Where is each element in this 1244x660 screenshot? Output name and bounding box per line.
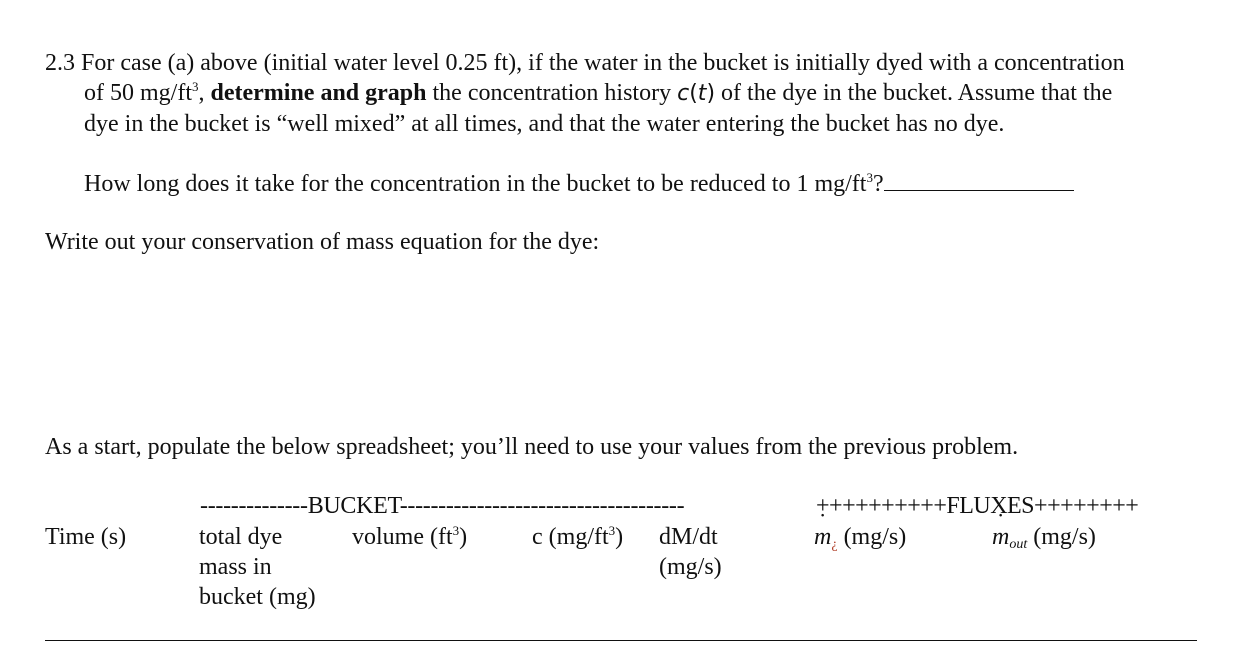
question-text: How long does it take for the concentration in the bucket to be reduced to 1 mg/ft <box>84 171 867 197</box>
problem-text-2d: of the dye in the bucket. Assume that the <box>715 80 1113 106</box>
instruction-line <box>45 227 599 257</box>
problem-text-3: dye in the bucket is “well mixed” at all times, and that the water entering the bucket has no dye. <box>84 111 1005 137</box>
column-mass-flow-in <box>814 522 906 560</box>
mass-flow-in-unit: (mg/s) <box>837 524 907 550</box>
problem-number: 2.3 <box>45 50 75 76</box>
column-mass-flow-out <box>992 522 1096 560</box>
superscript-3: 3 <box>192 79 199 94</box>
spreadsheet-intro-text: As a start, populate the below spreadsheet; you’ll need to use your values from the previous problem. <box>45 434 1019 460</box>
mass-flow-in-subscript: ¿ <box>831 537 838 552</box>
problem-text-2b: , <box>198 80 211 106</box>
column-concentration-end: ) <box>615 524 624 550</box>
problem-line-2 <box>84 78 1112 109</box>
bold-instruction: determine and graph <box>210 80 427 106</box>
function-t: t <box>697 81 707 106</box>
column-volume <box>352 522 467 552</box>
function-open-paren: ( <box>689 81 698 106</box>
bucket-group-header: --------------BUCKET------------------------------------- <box>200 493 685 519</box>
column-volume-end: ) <box>459 524 468 550</box>
problem-line-3 <box>84 109 1004 139</box>
fluxes-group-header: ++++++++++FLUXES++++++++ <box>816 493 1139 519</box>
column-total-dye-mass-line-2: mass in <box>199 554 272 580</box>
column-volume-sup: 3 <box>452 523 460 538</box>
problem-line-1 <box>45 48 1125 78</box>
column-total-dye-mass <box>199 522 316 612</box>
column-dmdt-line-1: dM/dt <box>659 524 718 550</box>
column-dmdt <box>659 522 722 582</box>
problem-text-2c: the concentration history <box>426 80 678 106</box>
column-dmdt-line-2: (mg/s) <box>659 554 722 580</box>
column-time: Time (s) <box>45 524 127 550</box>
mass-flow-out-subscript: out <box>1009 537 1028 552</box>
question-mark: ? <box>872 171 884 197</box>
problem-text-1: For case (a) above (initial water level 0.25 ft), if the water in the bucket is initially dyed with a concentration <box>81 50 1125 76</box>
instruction-text: Write out your conservation of mass equation for the dye: <box>45 229 600 255</box>
column-volume-label: volume (ft <box>352 524 453 550</box>
question-line <box>84 168 1074 199</box>
column-concentration-label: c (mg/ft <box>532 524 609 550</box>
table-bottom-rule <box>45 640 1197 641</box>
function-c: c <box>677 81 690 106</box>
problem-text-2a: of 50 mg/ft <box>84 80 192 106</box>
column-total-dye-mass-line-3: bucket (mg) <box>199 584 316 610</box>
spreadsheet-intro-line <box>45 432 1018 462</box>
mass-flow-in-symbol: ˙ m <box>814 522 831 552</box>
mass-flow-out-symbol: ˙ m <box>992 522 1009 552</box>
column-total-dye-mass-line-1: total dye <box>199 524 283 550</box>
answer-blank[interactable] <box>884 168 1074 191</box>
mass-flow-out-unit: (mg/s) <box>1027 524 1096 550</box>
column-concentration <box>532 522 623 552</box>
question-superscript: 3 <box>866 170 873 185</box>
function-close-paren: ) <box>706 81 716 106</box>
column-concentration-sup: 3 <box>608 523 616 538</box>
